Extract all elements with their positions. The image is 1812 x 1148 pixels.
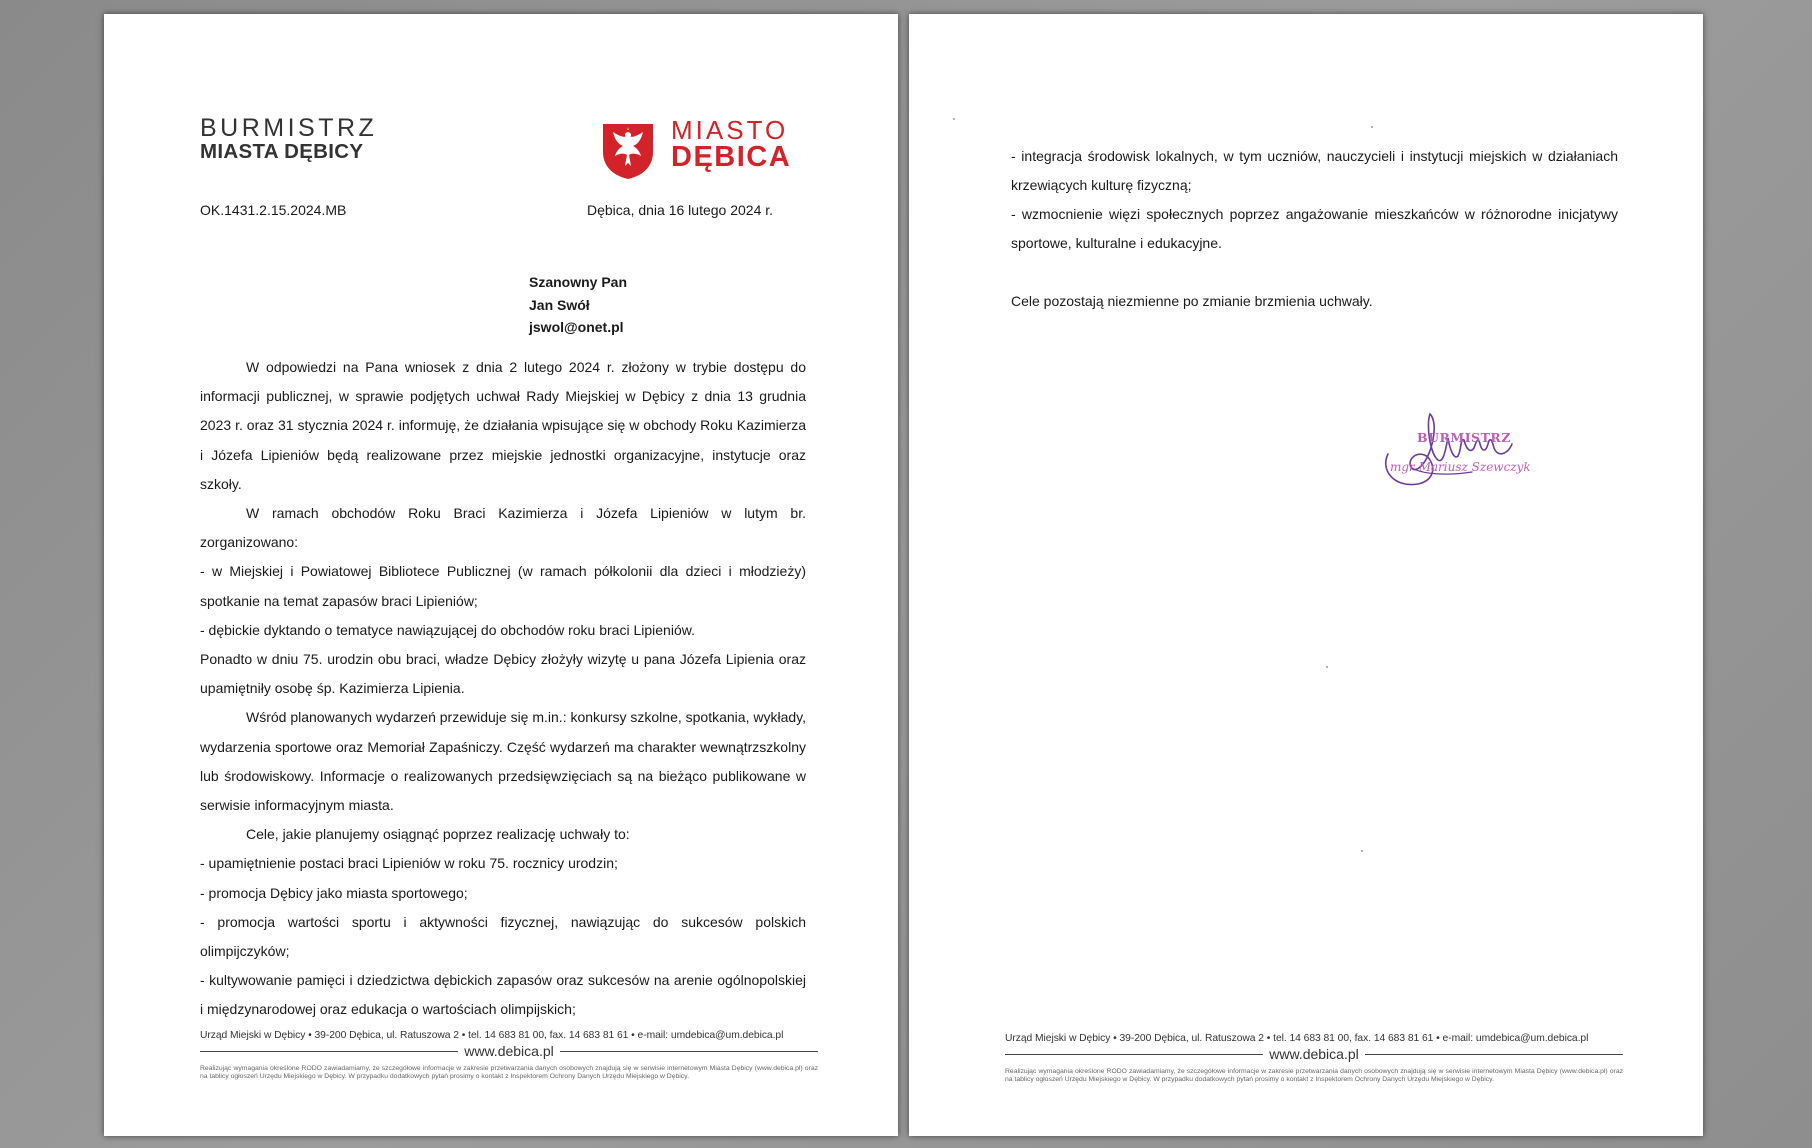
burmistrz-line1: BURMISTRZ (200, 114, 378, 142)
footer-website: www.debica.pl (464, 1043, 554, 1059)
burmistrz-line2: MIASTA DĘBICY (200, 139, 364, 163)
letter-body-continued (1011, 142, 1618, 316)
body-paragraph: W odpowiedzi na Pana wniosek z dnia 2 lutego 2024 r. złożony w trybie dostępu do informacji publicznej, w sprawie podjętych uchwał Rady Miejskiej w Dębicy z dnia 13 grudnia 2023 r. oraz 31 stycznia 2024 r. informuję, że działania wpisujące się w obchody Roku Kazimierza i Józefa Lipieniów będą realizowane przez miejskie jednostki organizacyjne, instytucje oraz szkoły. (200, 359, 806, 492)
footer-website-row (200, 1043, 818, 1059)
footer-divider (1365, 1054, 1623, 1055)
body-paragraph: Wśród planowanych wydarzeń przewiduje się m.in.: konkursy szkolne, spotkania, wykłady, wydarzenia sportowe oraz Memoriał Zapaśniczy. Część wydarzeń ma charakter wewnątrzszkolny lub środowiskowy. Informacje o realizowanych przedsięwzięciach są na bieżąco publikowane w serwisie informacyjnym miasta. (200, 709, 806, 814)
official-stamp (1390, 430, 1531, 474)
body-list-item: - dębickie dyktando o tematyce nawiązującej do obchodów roku braci Lipieniów. (200, 621, 695, 638)
footer-divider (560, 1051, 818, 1052)
miasto-debica-logo (601, 108, 811, 178)
body-list-item: - kultywowanie pamięci i dziedzictwa dębickich zapasów oraz sukcesów na arenie ogólnopolskiej i międzynarodowej oraz edukacja o wartościach olimpijskich; (200, 972, 806, 1018)
letter-body (200, 353, 806, 1025)
closing-statement: Cele pozostają niezmienne po zmianie brzmienia uchwały. (1011, 293, 1373, 309)
body-paragraph: Cele, jakie planujemy osiągnąć poprzez realizację uchwały to: (246, 826, 630, 843)
footer-address: Urząd Miejski w Dębicy • 39-200 Dębica, ul. Ratuszowa 2 • tel. 14 683 81 00, fax. 14 683 81 61 • e-mail: umdebica@um.debica.pl (200, 1030, 784, 1041)
page-footer (1005, 1033, 1623, 1083)
scan-speck (1326, 666, 1328, 668)
body-list-item: - upamiętnienie postaci braci Lipieniów w roku 75. rocznicy urodzin; (200, 855, 618, 872)
city-crest-icon (601, 122, 655, 180)
footer-divider (1005, 1054, 1263, 1055)
footer-website-row (1005, 1046, 1623, 1062)
page-footer (200, 1030, 818, 1080)
burmistrz-heading (200, 116, 377, 162)
body-paragraph: Ponadto w dniu 75. urodzin obu braci, władze Dębicy złożyły wizytę u pana Józefa Lipienia oraz upamiętniły osobę śp. Kazimierza Lipienia. (200, 651, 806, 697)
letter-page-1 (104, 14, 898, 1136)
stamp-title: BURMISTRZ (1417, 430, 1511, 445)
footer-address: Urząd Miejski w Dębicy • 39-200 Dębica, ul. Ratuszowa 2 • tel. 14 683 81 00, fax. 14 683 81 61 • e-mail: umdebica@um.debica.pl (1005, 1033, 1589, 1044)
footer-rodo-notice: Realizując wymagania określone RODO zawiadamiamy, że szczegółowe informacje w zakresie przetwarzania danych osobowych znajdują się w serwisie internetowym Miasta Dębicy (www.debica.pl) oraz na tablicy ogłoszeń Urzędu Miejskiego w Dębicy. W przypadku dodatkowych pytań prosimy o kontakt z Inspektorem Ochrony Danych Urzędu Miejskiego w Dębicy. (1005, 1068, 1623, 1083)
addressee-salutation: Szanowny Pan (529, 274, 628, 290)
logo-line1: MIASTO (671, 115, 789, 145)
letter-date: Dębica, dnia 16 lutego 2024 r. (587, 202, 774, 218)
scan-speck (1371, 126, 1373, 128)
footer-divider (200, 1051, 458, 1052)
body-list-item: - wzmocnienie więzi społecznych poprzez angażowanie mieszkańców w różnorodne inicjatywy sportowe, kulturalne i edukacyjne. (1011, 206, 1618, 251)
miasto-logo-text (671, 115, 792, 174)
addressee-email: jswol@onet.pl (529, 319, 624, 335)
footer-rodo-notice: Realizując wymagania określone RODO zawiadamiamy, że szczegółowe informacje w zakresie przetwarzania danych osobowych znajdują się w serwisie internetowym Miasta Dębicy (www.debica.pl) oraz na tablicy ogłoszeń Urzędu Miejskiego w Dębicy. W przypadku dodatkowych pytań prosimy o kontakt z Inspektorem Ochrony Danych Urzędu Miejskiego w Dębicy. (200, 1065, 818, 1080)
letter-page-2 (909, 14, 1703, 1136)
logo-line2: DĘBICA (671, 141, 792, 174)
footer-website: www.debica.pl (1269, 1046, 1359, 1062)
scan-speck (953, 118, 955, 120)
body-list-item: - promocja Dębicy jako miasta sportowego; (200, 884, 468, 901)
body-list-item: - integracja środowisk lokalnych, w tym uczniów, nauczycieli i instytucji miejskich w działaniach krzewiących kulturę fizyczną; (1011, 148, 1618, 193)
signature-stamp (1376, 384, 1536, 494)
body-list-item: - w Miejskiej i Powiatowej Bibliotece Publicznej (w ramach półkolonii dla dzieci i młodzieży) spotkanie na temat zapasów braci Lipieniów; (200, 563, 806, 609)
reference-number: OK.1431.2.15.2024.MB (200, 202, 347, 218)
scan-speck (1361, 850, 1363, 852)
addressee-name: Jan Swół (529, 296, 590, 313)
body-list-item: - promocja wartości sportu i aktywności fizycznej, nawiązując do sukcesów polskich olimpijczyków; (200, 913, 806, 960)
body-paragraph: W ramach obchodów Roku Braci Kazimierza i Józefa Lipieniów w lutym br. zorganizowano: (200, 505, 806, 551)
addressee-block (529, 271, 627, 339)
stamp-name: mgr Mariusz Szewczyk (1390, 460, 1531, 474)
